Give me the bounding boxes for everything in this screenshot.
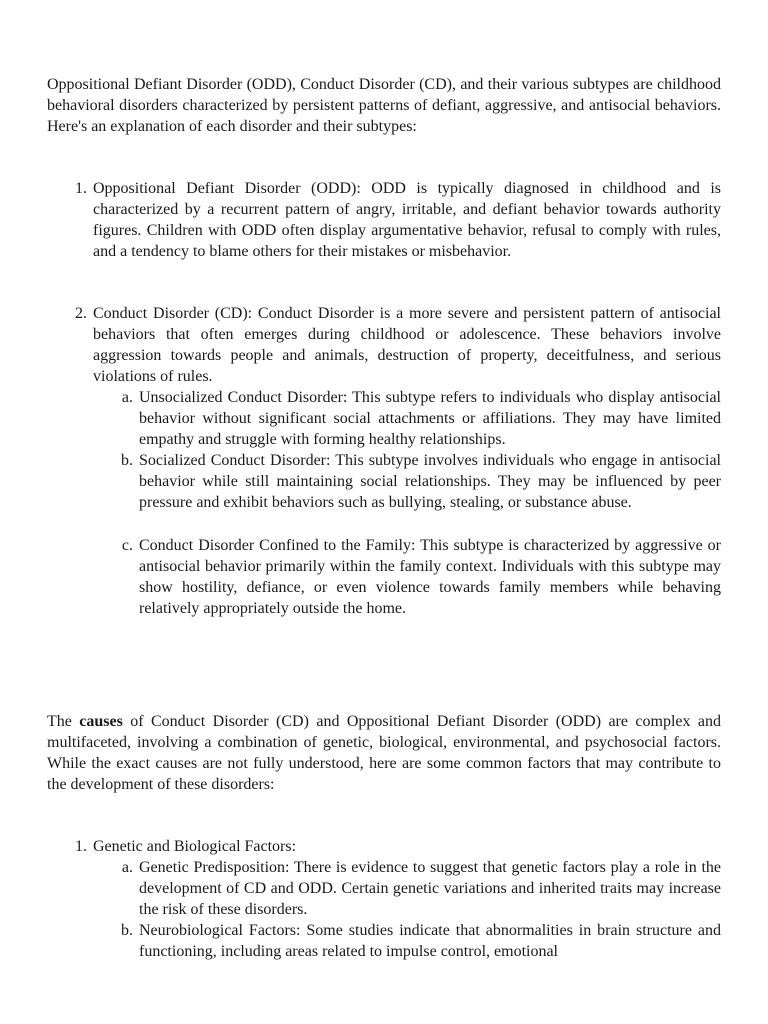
list-item-text: Conduct Disorder (CD): Conduct Disorder is a more severe and persistent pattern of antisocial behaviors that often emerges during childhood or adolescence. These behaviors involve aggression towards people and animals, destruction of property, deceitfulness, and serious violations of rules. <box>93 305 721 385</box>
sublist-item-unsocialized <box>121 387 721 450</box>
sublist-item-text: Socialized Conduct Disorder: This subtype involves individuals who engage in antisocial behavior while still maintaining social relationships. They may be influenced by peer pressure and exhibit behaviors such as bullying, stealing, or substance abuse. <box>139 452 721 511</box>
list-marker: 1. <box>75 838 87 855</box>
list-marker: 1. <box>75 180 87 197</box>
causes-paragraph <box>47 711 721 795</box>
sublist-item-text: Conduct Disorder Confined to the Family: This subtype is characterized by aggressive or antisocial behavior primarily within the family context. Individuals with this subtype may show hostility, defiance, or even violence towards family members while behaving relatively appropriately outside the home. <box>139 537 721 617</box>
sublist-item-socialized <box>121 450 721 513</box>
sublist-item-text: Genetic Predisposition: There is evidence to suggest that genetic factors play a role in the development of CD and ODD. Certain genetic variations and inherited traits may increase the risk of these disorders. <box>139 859 721 918</box>
list-item-cd <box>75 303 721 387</box>
causes-text-before: The <box>47 713 80 730</box>
causes-text-after: of Conduct Disorder (CD) and Oppositional Defiant Disorder (ODD) are complex and multifaceted, involving a combination of genetic, biological, environmental, and psychosocial factors. While the exact causes are not fully understood, here are some common factors that may contribute to the development of these disorders: <box>47 713 722 793</box>
sublist-marker: b. <box>121 922 133 939</box>
sublist-item-family <box>121 535 721 619</box>
list-marker: 2. <box>75 305 87 322</box>
sublist-item-text: Unsocialized Conduct Disorder: This subtype refers to individuals who display antisocial behavior without significant social attachments or affiliations. They may have limited empathy and struggle with forming healthy relationships. <box>139 389 721 448</box>
sublist-item-genetic-predisposition <box>121 857 721 920</box>
list-item-text: Genetic and Biological Factors: <box>93 838 297 855</box>
sublist-item-neurobiological <box>121 920 721 962</box>
sublist-marker: a. <box>121 859 133 876</box>
list-item-odd <box>75 178 721 262</box>
intro-paragraph: Oppositional Defiant Disorder (ODD), Conduct Disorder (CD), and their various subtypes are childhood behavioral disorders characterized by persistent patterns of defiant, aggressive, and antisocial behaviors. Here's an explanation of each disorder and their subtypes: <box>47 76 721 135</box>
sublist-marker: c. <box>121 537 133 554</box>
list-item-genetic-biological <box>75 836 721 857</box>
list-item-text: Oppositional Defiant Disorder (ODD): ODD is typically diagnosed in childhood and is characterized by a recurrent pattern of angry, irritable, and defiant behavior towards authority figures. Children with ODD often display argumentative behavior, refusal to comply with rules, and a tendency to blame others for their mistakes or misbehavior. <box>93 180 721 260</box>
sublist-marker: a. <box>121 389 133 406</box>
sublist-marker: b. <box>121 452 133 469</box>
causes-bold-word: causes <box>79 713 123 730</box>
sublist-item-text: Neurobiological Factors: Some studies indicate that abnormalities in brain structure and functioning, including areas related to impulse control, emotional <box>139 922 721 960</box>
